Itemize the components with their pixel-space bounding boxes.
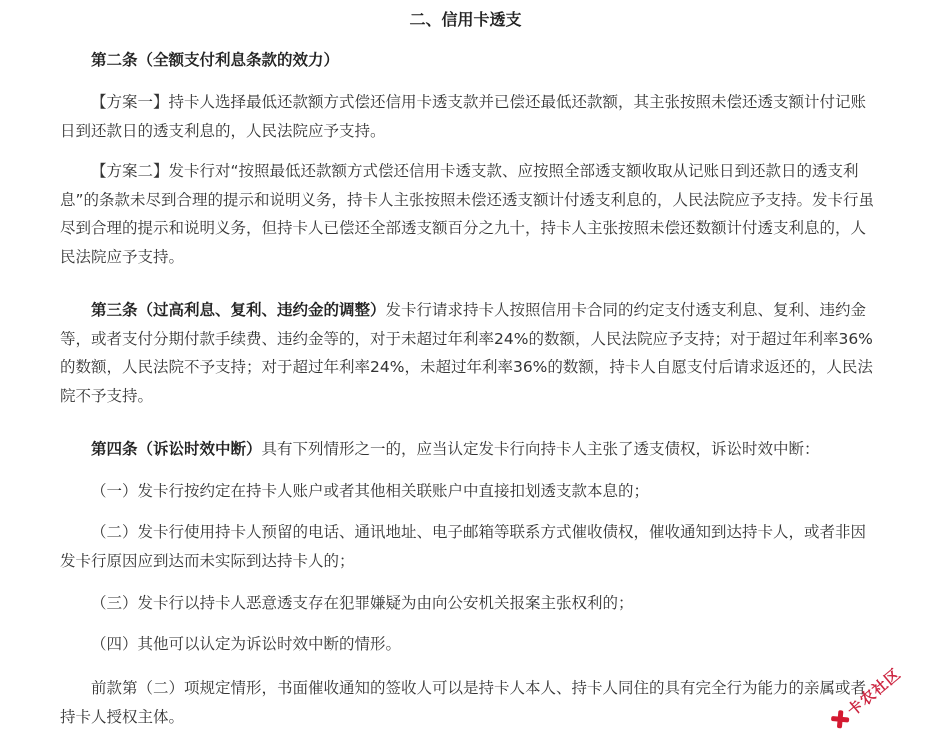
article-2-heading: 第二条（全额支付利息条款的效力） bbox=[91, 51, 340, 69]
article-3-heading: 第三条（过高利息、复利、违约金的调整） bbox=[91, 301, 386, 319]
article-3-paragraph bbox=[60, 296, 875, 410]
article-4-paragraph bbox=[60, 435, 875, 464]
article-3-body: 发卡行请求持卡人按照信用卡合同的约定支付透支利息、复利、违约金等，或者支付分期付款手续费、违约金等的，对于未超过年利率24%的数额，人民法院应予支持；对于超过年利率36%的数额，人民法院不予支持；对于超过年利率24%，未超过年利率36%的数额，持卡人自愿支付后请求返还的，人民法院不予支持。 bbox=[60, 301, 873, 405]
article-4-item-3: （三）发卡行以持卡人恶意透支存在犯罪嫌疑为由向公安机关报案主张权利的； bbox=[91, 594, 634, 612]
article-2-option-2: 【方案二】发卡行对“按照最低还款额方式偿还信用卡透支款、应按照全部透支额收取从记账日到还款日的透支利息”的条款未尽到合理的提示和说明义务，持卡人主张按照未偿还透支额计付透支利息的，人民法院应予支持。发卡行虽尽到合理的提示和说明义务，但持卡人已偿还全部透支额百分之九十，持卡人主张按照未偿还数额计付透支利息的，人民法院应予支持。 bbox=[60, 162, 875, 266]
article-4-body: 具有下列情形之一的，应当认定发卡行向持卡人主张了透支债权，诉讼时效中断： bbox=[261, 440, 820, 458]
article-4-note: 前款第（二）项规定情形，书面催收通知的签收人可以是持卡人本人、持卡人同住的具有完全行为能力的亲属或者持卡人授权主体。 bbox=[60, 679, 867, 726]
article-4-item-4: （四）其他可以认定为诉讼时效中断的情形。 bbox=[91, 635, 402, 653]
article-4-heading: 第四条（诉讼时效中断） bbox=[91, 440, 262, 458]
article-4-item-1: （一）发卡行按约定在持卡人账户或者其他相关联账户中直接扣划透支款本息的； bbox=[91, 482, 650, 500]
article-4-item-2: （二）发卡行使用持卡人预留的电话、通讯地址、电子邮箱等联系方式催收债权，催收通知到达持卡人，或者非因发卡行原因应到达而未实际到达持卡人的； bbox=[60, 523, 867, 570]
article-2-option-1: 【方案一】持卡人选择最低还款额方式偿还信用卡透支款并已偿还最低还款额，其主张按照未偿还透支额计付记账日到还款日的透支利息的，人民法院应予支持。 bbox=[60, 93, 867, 140]
watermark-text: 卡农社区 bbox=[843, 664, 905, 720]
section-title: 二、信用卡透支 bbox=[409, 10, 522, 29]
